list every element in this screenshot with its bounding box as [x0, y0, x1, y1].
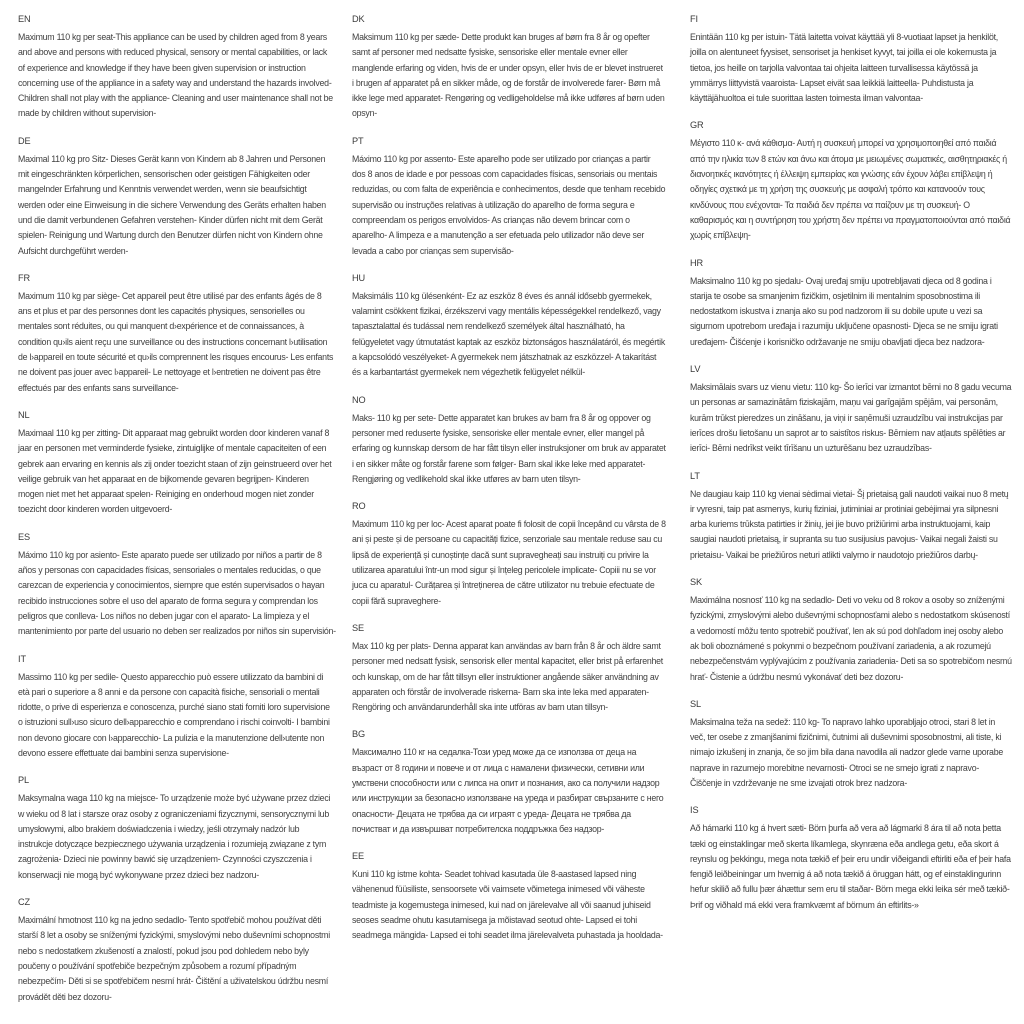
lang-code-pl: PL: [18, 775, 30, 786]
lang-text-lt: Ne daugiau kaip 110 kg vienai sėdimai vietai- Šį prietaisą gali naudoti vaikai nuo 8 metų ir vyresni, taip pat asmenys, kurių fiziniai, jutiminiai ar protiniai gebėjimai yra silpnesni arba kuriems trūksta patirties ir žinių, jei jie buvo prižiūrimi arba instruktuojami, kaip saugiai naudoti prietaisą, ir supranta su tuo susijusius pavojus- Vaikai negali žaisti su prietaisu- Vaikai be priežiūros neturi atlikti valymo ir naudotojo priežiūros darbų-: [690, 488, 1009, 560]
lang-section-it: [18, 652, 336, 762]
lang-text-nl: Maximaal 110 kg per zitting- Dit apparaat mag gebruikt worden door kinderen vanaf 8 jaar en personen met verminderde fysieke, zintuiglijke of mentale capaciteiten of een gebrek aan ervaring en kennis als zij onder toezicht staan of zijn geinstrueerd over het veilige gebruik van het apparaat en de bijkomende gevaren begrijpen- Kinderen mogen niet met het apparaat spelen- Reiniging en onderhoud mogen niet zonder toezicht door kinderen worden uitgevoerd-: [18, 427, 332, 515]
lang-section-ro: [352, 499, 666, 609]
lang-code-nl: NL: [18, 409, 30, 420]
lang-code-de: DE: [18, 135, 31, 146]
column-3: [690, 12, 1012, 925]
lang-text-gr: Μέγιστο 110 κ- ανά κάθισμα- Αυτή η συσκευή μπορεί να χρησιμοποιηθεί από παιδιά από την ηλικία των 8 ετών και άνω και άτομα με μειωμένες σωματικές, αισθητηριακές ή διανοητικές ικανότητες ή έλλειψη εμπειρίας και γνώσης εάν έχουν λάβει επίβλεψη ή οδηγίες σχετικά με τη χρήση της συσκευής με ασφαλή τρόπο και κατανοούν τους κινδύνους που ενέχονται- Τα παιδιά δεν πρέπει να παίζουν με τη συσκευή- Ο καθαρισμός και η συντήρηση του χρήστη δεν πρέπει να πραγματοποιούνται από παιδιά χωρίς επίβλεψη-: [690, 138, 1011, 241]
lang-code-es: ES: [18, 531, 31, 542]
lang-section-en: [18, 12, 336, 122]
lang-section-fi: [690, 12, 1012, 106]
lang-code-gr: GR: [690, 120, 704, 131]
lang-text-lv: Maksimālais svars uz vienu vietu: 110 kg- Šo ierīci var izmantot bērni no 8 gadu vecuma un personas ar samazinātām fiziskajām, maņu vai garīgajām spējām, vai personām, kurām trūkst pieredzes un zināšanu, ja viņi ir saņēmuši uzraudzību vai instrukcijas par ierīces drošu lietošanu un saprot ar to saistītos riskus- Bērniem nav atļauts spēlēties ar ierīci- Bērni nedrīkst veikt tīrīšanu un uzturēšanu bez uzraudzības-: [690, 382, 1012, 454]
lang-text-hr: Maksimalno 110 kg po sjedalu- Ovaj uređaj smiju upotrebljavati djeca od 8 godina i starija te osobe sa smanjenim fizičkim, osjetilnim ili mentalnim sposobnostima ili nedostatkom iskustva i znanja ako su pod nadzorom ili su dobile upute u vezi sa sigurnom upotrebom uređaja i razumiju uključene opasnosti- Djeca se ne smiju igrati uređajem- Čišćenje i korisničko održavanje ne smiju obavljati djeca bez nadzora-: [690, 275, 998, 347]
lang-section-pl: [18, 773, 336, 883]
lang-text-sl: Maksimalna teža na sedež: 110 kg- To napravo lahko uporabljajo otroci, stari 8 let in več, ter osebe z zmanjšanimi fizičnimi, čutnimi ali duševnimi sposobnostmi, ali tiste, ki nimajo izkušenj in znanja, če so jim bila dana navodila ali nadzor glede varne uporabe naprave in razumejo morebitne nevarnosti- Otroci se ne smejo igrati z napravo- Čiščenje in vzdrževanje ne sme izvajati otrok brez nadzora-: [690, 716, 1003, 788]
lang-code-sl: SL: [690, 698, 702, 709]
lang-code-ee: EE: [352, 851, 365, 862]
lang-text-ee: Kuni 110 kg istme kohta- Seadet tohivad kasutada üle 8-aastased lapsed ning vähenenud füüsiliste, sensoorsete või vaimsete võimetega inimesed või väheste teadmiste ja kogemustega inimesed, kui nad on järelevalve all või saanud juhiseid seoses seadme ohutu kasutamisega ja mõistavad seotud ohte- Lapsed ei tohi seadmega mängida- Lapsed ei tohi seadet ilma järelevalveta puhastada ja hooldada-: [352, 869, 663, 941]
lang-text-dk: Maksimum 110 kg per sæde- Dette produkt kan bruges af børn fra 8 år og opefter samt af personer med nedsatte fysiske, sensoriske eller mentale evner eller manglende erfaring og viden, hvis de er under opsyn, eller hvis de er blevet instrueret i brugen af apparatet på en sikker måde, og de forstår de involverede farer- Børn må ikke lege med apparatet- Rengøring og vedligeholdelse må ikke udføres af børn uden opsyn-: [352, 32, 665, 119]
lang-code-hu: HU: [352, 272, 366, 283]
lang-text-bg: Максимално 110 кг на седалка-Този уред може да се използва от деца на възраст от 8 години и повече и от лица с намалени физически, сетивни или умствени способности или с липса на опит и познания, ако са получили надзор или инструкции за безопасно използване на уреда и разбират свързаните с него опасности- Децата не трябва да си играят с уреда- Децата не трябва да почистват и да извършват потребителска поддръжка без надзор-: [352, 747, 664, 834]
lang-code-sk: SK: [690, 577, 703, 588]
lang-code-fr: FR: [18, 272, 31, 283]
lang-section-hu: [352, 271, 666, 381]
lang-section-dk: [352, 12, 666, 122]
lang-code-fi: FI: [690, 14, 698, 24]
lang-code-se: SE: [352, 622, 365, 633]
lang-code-ro: RO: [352, 501, 366, 512]
lang-text-pt: Máximo 110 kg por assento- Este aparelho pode ser utilizado por crianças a partir dos 8 anos de idade e por pessoas com capacidades físicas, sensoriais ou mentais reduzidas, ou com falta de experiência e conhecimentos, desde que tenham recebido supervisão ou instruções relativas à utilização do aparelho de forma segura e compreendam os perigos envolvidos- As crianças não devem brincar com o aparelho- A limpeza e a manutenção a ser efetuada pelo utilizador não deve ser levada a cabo por crianças sem supervisão-: [352, 153, 666, 256]
lang-code-hr: HR: [690, 257, 704, 268]
lang-code-cz: CZ: [18, 897, 31, 908]
lang-code-lv: LV: [690, 364, 701, 375]
lang-section-is: [690, 803, 1012, 913]
lang-code-dk: DK: [352, 14, 365, 24]
lang-text-de: Maximal 110 kg pro Sitz- Dieses Gerät kann von Kindern ab 8 Jahren und Personen mit eingeschränkten körperlichen, sensorischen oder geistigen Fähigkeiten oder mangelnder Erfahrung und Kenntnis verwendet werden, wenn sie beaufsichtigt werden oder eine Einweisung in die sichere Verwendung des Geräts erhalten haben und die damit verbundenen Gefahren verstehen- Kinder dürfen nicht mit dem Gerät spielen- Reinigung und Wartung durch den Benutzer dürfen nicht von Kindern ohne Aufsicht durchgeführt werden-: [18, 153, 326, 256]
column-2: [352, 12, 666, 956]
lang-text-en: Maximum 110 kg per seat-This appliance can be used by children aged from 8 years and above and persons with reduced physical, sensory or mental capabilities, or lack of experience and knowledge if they have been given supervision or instruction concerning use of the appliance in a safety way and understand the hazards involved- Children shall not play with the appliance- Cleaning and user maintenance shall not be made by children without supervision-: [18, 32, 333, 119]
lang-section-gr: [690, 118, 1012, 243]
lang-text-se: Max 110 kg per plats- Denna apparat kan användas av barn från 8 år och äldre samt personer med nedsatt fysisk, sensorisk eller mental kapacitet, eller brist på erfarenhet och kunskap, om de har fått tillsyn eller instruktioner angående säker användning av apparaten och förstår de involverade riskerna- Barn ska inte leka med apparaten- Rengöring och användarunderhåll ska inte utföras av barn utan tillsyn-: [352, 640, 663, 713]
lang-section-cz: [18, 895, 336, 1005]
lang-code-is: IS: [690, 805, 699, 816]
column-1: [18, 12, 336, 1017]
lang-text-pl: Maksymalna waga 110 kg na miejsce- To urządzenie może być używane przez dzieci w wieku od 8 lat i starsze oraz osoby z ograniczeniami fizycznymi, sensorycznymi lub umysłowymi, albo brakiem doświadczenia i wiedzy, jeśli otrzymały nadzór lub instrukcje dotyczące bezpiecznego używania urządzenia i rozumieją związane z tym zagrożenia- Dzieci nie powinny bawić się urządzeniem- Czynności czyszczenia i konserwacji nie mogą być wykonywane przez dzieci bez nadzoru-: [18, 793, 331, 880]
lang-code-bg: BG: [352, 729, 366, 740]
lang-code-it: IT: [18, 653, 26, 664]
lang-section-hr: [690, 256, 1012, 350]
lang-code-no: NO: [352, 394, 366, 405]
lang-text-fr: Maximum 110 kg par siège- Cet appareil peut être utilisé par des enfants âgés de 8 ans et plus et par des personnes dont les capacités physiques, sensorielles ou mentales sont réduites, ou qui manquent d›expérience et de connaissances, à condition qu›ils aient reçu une surveillance ou des instructions concernant l›utilisation de l›appareil en toute sécurité et qu›ils comprennent les risques encourus- Les enfants ne doivent pas jouer avec l›appareil- Le nettoyage et l›entretien ne doivent pas être effectués par des enfants sans surveillance-: [18, 290, 334, 393]
lang-section-se: [352, 621, 666, 715]
lang-text-ro: Maximum 110 kg per loc- Acest aparat poate fi folosit de copii începând cu vârsta de 8 ani și peste și de persoane cu capacități fizice, senzoriale sau mentale reduse sau cu lipsă de experiență și cunoștințe dacă sunt supravegheați sau instruiți cu privire la utilizarea aparatului într-un mod sigur și înțeleg pericolele implicate- Copiii nu se vor juca cu aparatul- Curățarea și întreținerea de către utilizator nu trebuie efectuate de copii fără supraveghere-: [352, 519, 666, 606]
lang-section-lt: [690, 469, 1012, 563]
lang-code-pt: PT: [352, 135, 364, 146]
lang-section-fr: [18, 271, 336, 396]
lang-text-it: Massimo 110 kg per sedile- Questo apparecchio può essere utilizzato da bambini di età pari o superiore a 8 anni e da persone con capacità fisiche, sensoriali o mentali ridotte, o prive di esperienza e conoscenza, purché siano stati forniti loro supervisione o istruzioni sull›uso sicuro dell›apparecchio e comprendano i rischi coinvolti- I bambini non devono giocare con l›apparecchio- La pulizia e la manutenzione dell›utente non devono essere effettuate dai bambini senza supervisione-: [18, 671, 330, 758]
lang-text-no: Maks- 110 kg per sete- Dette apparatet kan brukes av barn fra 8 år og oppover og personer med reduserte fysiske, sensoriske eller mentale evner, eller mangel på erfaring og kunnskap dersom de har fått tilsyn eller instruksjoner om bruk av apparatet i en sikker måte og forstår farene som følger- Barn skal ikke leke med apparatet- Rengjøring og vedlikehold skal ikke utføres av barn uten tilsyn-: [352, 412, 666, 484]
lang-text-hu: Maksimális 110 kg ülésenként- Ez az eszköz 8 éves és annál idősebb gyermekek, valamint csökkent fizikai, érzékszervi vagy mentális képességekkel rendelkező, vagy tapasztalattal és tudással nem rendelkező személyek által használható, ha felügyeletet vagy útmutatást kaptak az eszköz biztonságos használatáról, és megértik a kapcsolódó veszélyeket- A gyermekek nem játszhatnak az eszközzel- A takarítást és a karbantartást gyermekek nem végezhetik felügyelet nélkül-: [352, 290, 665, 378]
lang-code-en: EN: [18, 14, 31, 24]
lang-section-lv: [690, 362, 1012, 456]
lang-code-lt: LT: [690, 470, 700, 481]
lang-section-es: [18, 530, 336, 640]
lang-section-sk: [690, 575, 1012, 685]
lang-section-bg: [352, 727, 666, 837]
lang-section-ee: [352, 849, 666, 943]
lang-text-fi: Enintään 110 kg per istuin- Tätä laitetta voivat käyttää yli 8-vuotiaat lapset ja henkilöt, joilla on alentuneet fyysiset, sensoriset ja henkiset kyvyt, tai joilla ei ole kokemusta ja tietoa, jos heille on tarjolla valvontaa tai ohjeita laitteen turvallisessa käytössä ja ymmärrys liittyvistä vaaroista- Lapset eivät saa leikkiä laitteella- Puhdistusta ja käyttäjähuoltoa ei tule suorittaa lasten toimesta ilman valvontaa-: [690, 32, 998, 104]
lang-section-no: [352, 393, 666, 487]
lang-section-de: [18, 134, 336, 259]
lang-section-sl: [690, 697, 1012, 791]
lang-text-is: Að hámarki 110 kg á hvert sæti- Börn þurfa að vera að lágmarki 8 ára til að nota þetta tæki og einstaklingar með skerta líkamlega, skynræna eða andlega getu, eða skort á reynslu og þekkingu, mega nota tækið ef þeir eru undir viðeigandi eftirliti eða ef þeir hafa fengið leiðbeiningar um hvernig á að nota tækið á öruggan hátt, og ef einstaklingurinn hefur skilið að fullu þær áhættur sem eru til staðar- Börn mega ekki leika sér með tækið- Þrif og viðhald má ekki vera framkvæmt af börnum án eftirlits-»: [690, 823, 1011, 910]
lang-section-pt: [352, 134, 666, 259]
lang-text-cz: Maximální hmotnost 110 kg na jedno sedadlo- Tento spotřebič mohou používat děti starší 8 let a osoby se sníženými fyzickými, smyslovými nebo duševními schopnostmi nebo s nedostatkem zkušeností a znalostí, pokud jsou pod dohledem nebo byly poučeny o používání spotřebiče bezpečným způsobem a rozumí případným nebezpečím- Děti si se spotřebičem nesmí hrát- Čištění a uživatelskou údržbu nesmí provádět děti bez dozoru-: [18, 915, 330, 1002]
lang-section-nl: [18, 408, 336, 518]
lang-text-es: Máximo 110 kg por asiento- Este aparato puede ser utilizado por niños a partir de 8 años y personas con capacidades físicas, sensoriales o mentales reducidas, o que carezcan de experiencia y conocimientos, siempre que estén supervisados o hayan recibido instrucciones sobre el uso del aparato de forma segura y comprendan los peligros que conlleva- Los niños no deben jugar con el aparato- La limpieza y el mantenimiento por parte del usuario no deben ser realizados por niños sin supervisión-: [18, 549, 336, 637]
lang-text-sk: Maximálna nosnosť 110 kg na sedadlo- Deti vo veku od 8 rokov a osoby so zníženými fyzickými, zmyslovými alebo duševnými schopnosťami alebo s nedostatkom skúseností a vedomostí môžu tento spotrebič používať, len ak sú pod dohľadom inej osoby alebo ak boli oboznámené s pokynmi o bezpečnom používaní zariadenia, a ak rozumejú nebezpečenstvám vyplývajúcim z používania zariadenia- Deti sa so spotrebičom nesmú hrať- Čistenie a údržbu nesmú vykonávať deti bez dozoru-: [690, 595, 1012, 682]
